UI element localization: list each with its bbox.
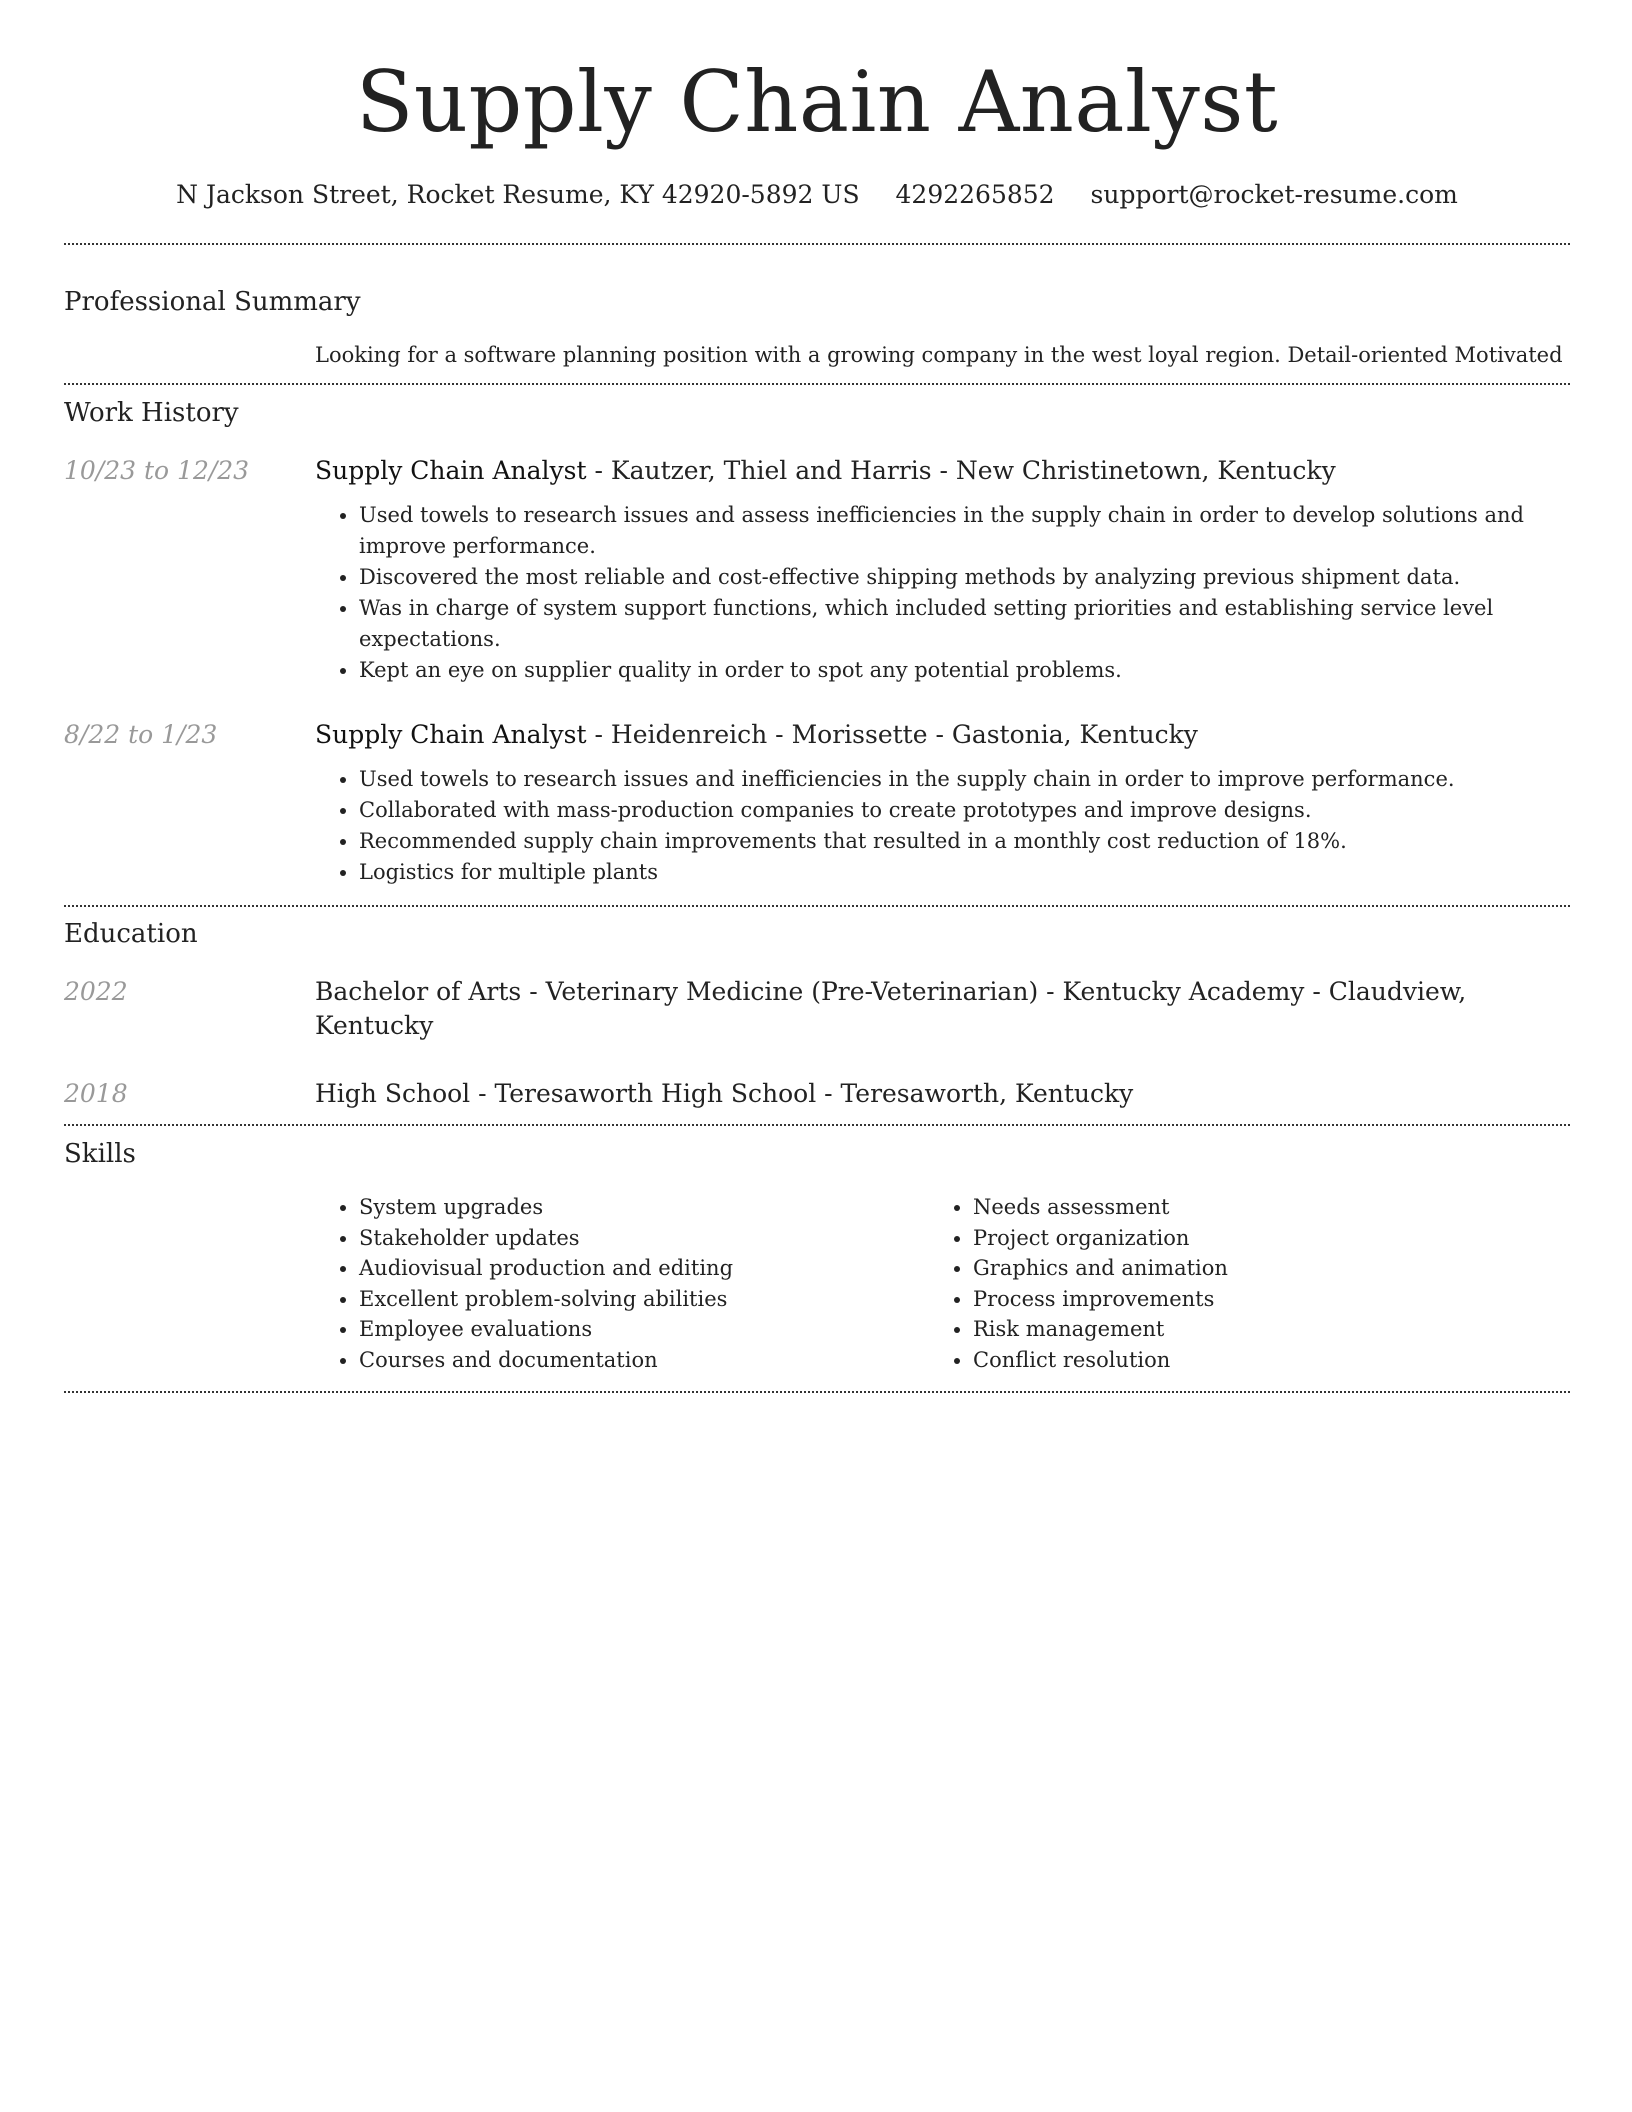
divider [64, 383, 1570, 385]
skill-item: • Excellent problem-solving abilities [359, 1284, 929, 1315]
education-year: 2018 [64, 1079, 128, 1108]
job-bullets [315, 764, 1570, 888]
skills-row [64, 1192, 1570, 1375]
job-heading [315, 454, 1570, 488]
skill-item: • Process improvements [973, 1284, 1228, 1315]
skill-item: • System upgrades [359, 1192, 929, 1223]
job-role: Supply Chain Analyst [315, 456, 587, 485]
contact-phone: 4292265852 [895, 180, 1055, 209]
skill-item: • Graphics and animation [973, 1253, 1228, 1284]
skill-item: • Courses and documentation [359, 1345, 929, 1376]
resume-name: Supply Chain Analyst [355, 53, 1279, 151]
skill-item: • Audiovisual production and editing [359, 1253, 929, 1284]
work-history-section [64, 396, 1570, 888]
skills-list-left [315, 1192, 929, 1375]
skill-item: • Employee evaluations [359, 1314, 929, 1345]
education-section [64, 917, 1570, 1111]
job-bullet: • Recommended supply chain improvements that resulted in a monthly cost reduction of 18%. [359, 826, 1570, 857]
job-bullet: • Logistics for multiple plants [359, 857, 1570, 888]
job-bullet: • Was in charge of system support functions, which included setting priorities and establishing service level expectations. [359, 593, 1570, 655]
job-company-location: - Heidenreich - Morissette - Gastonia, Kentucky [586, 720, 1198, 749]
education-year: 2022 [64, 977, 128, 1006]
job-bullet: • Used towels to research issues and assess inefficiencies in the supply chain in order to develop solutions and improve performance. [359, 500, 1570, 562]
job-bullet: • Kept an eye on supplier quality in order to spot any potential problems. [359, 655, 1570, 686]
summary-text: Looking for a software planning position with a growing company in the west loyal region. Detail-oriented Motivated [315, 343, 1563, 367]
skill-item: • Conflict resolution [973, 1345, 1228, 1376]
resume-page [64, 0, 1570, 1393]
contact-email: support@rocket-resume.com [1090, 180, 1458, 209]
section-title-summary: Professional Summary [64, 287, 361, 317]
job-role: Supply Chain Analyst [315, 720, 587, 749]
education-entry [64, 975, 1570, 1043]
summary-row [64, 340, 1570, 371]
job-heading [315, 718, 1570, 752]
divider [64, 905, 1570, 907]
job-company-location: - Kautzer, Thiel and Harris - New Christinetown, Kentucky [586, 456, 1336, 485]
job-entry [64, 454, 1570, 686]
contact-address: N Jackson Street, Rocket Resume, KY 42920-5892 US [176, 180, 860, 209]
divider [64, 1124, 1570, 1126]
skill-item: • Risk management [973, 1314, 1228, 1345]
section-title-education: Education [64, 919, 198, 949]
job-dates: 8/22 to 1/23 [64, 720, 218, 749]
education-entry [64, 1077, 1570, 1111]
job-bullet: • Used towels to research issues and inefficiencies in the supply chain in order to improve performance. [359, 764, 1570, 795]
divider [64, 1391, 1570, 1393]
section-title-work: Work History [64, 398, 239, 428]
job-bullet: • Discovered the most reliable and cost-effective shipping methods by analyzing previous shipment data. [359, 562, 1570, 593]
job-bullets [315, 500, 1570, 686]
education-degree: Bachelor of Arts - Veterinary Medicine (Pre-Veterinarian) - Kentucky Academy - Claudview, Kentucky [315, 977, 1467, 1040]
skill-item: • Needs assessment [973, 1192, 1228, 1223]
section-title-skills: Skills [64, 1139, 136, 1169]
skill-item: • Project organization [973, 1223, 1228, 1254]
summary-section [64, 285, 1570, 371]
education-degree: High School - Teresaworth High School - Teresaworth, Kentucky [315, 1079, 1134, 1108]
job-bullet: • Collaborated with mass-production companies to create prototypes and improve designs. [359, 795, 1570, 826]
job-dates: 10/23 to 12/23 [64, 456, 250, 485]
skills-section [64, 1137, 1570, 1375]
skill-item: • Stakeholder updates [359, 1223, 929, 1254]
divider [64, 243, 1570, 245]
skills-columns [315, 1192, 1570, 1375]
skills-list-right [929, 1192, 1228, 1375]
job-entry [64, 718, 1570, 888]
contact-line [64, 178, 1570, 212]
